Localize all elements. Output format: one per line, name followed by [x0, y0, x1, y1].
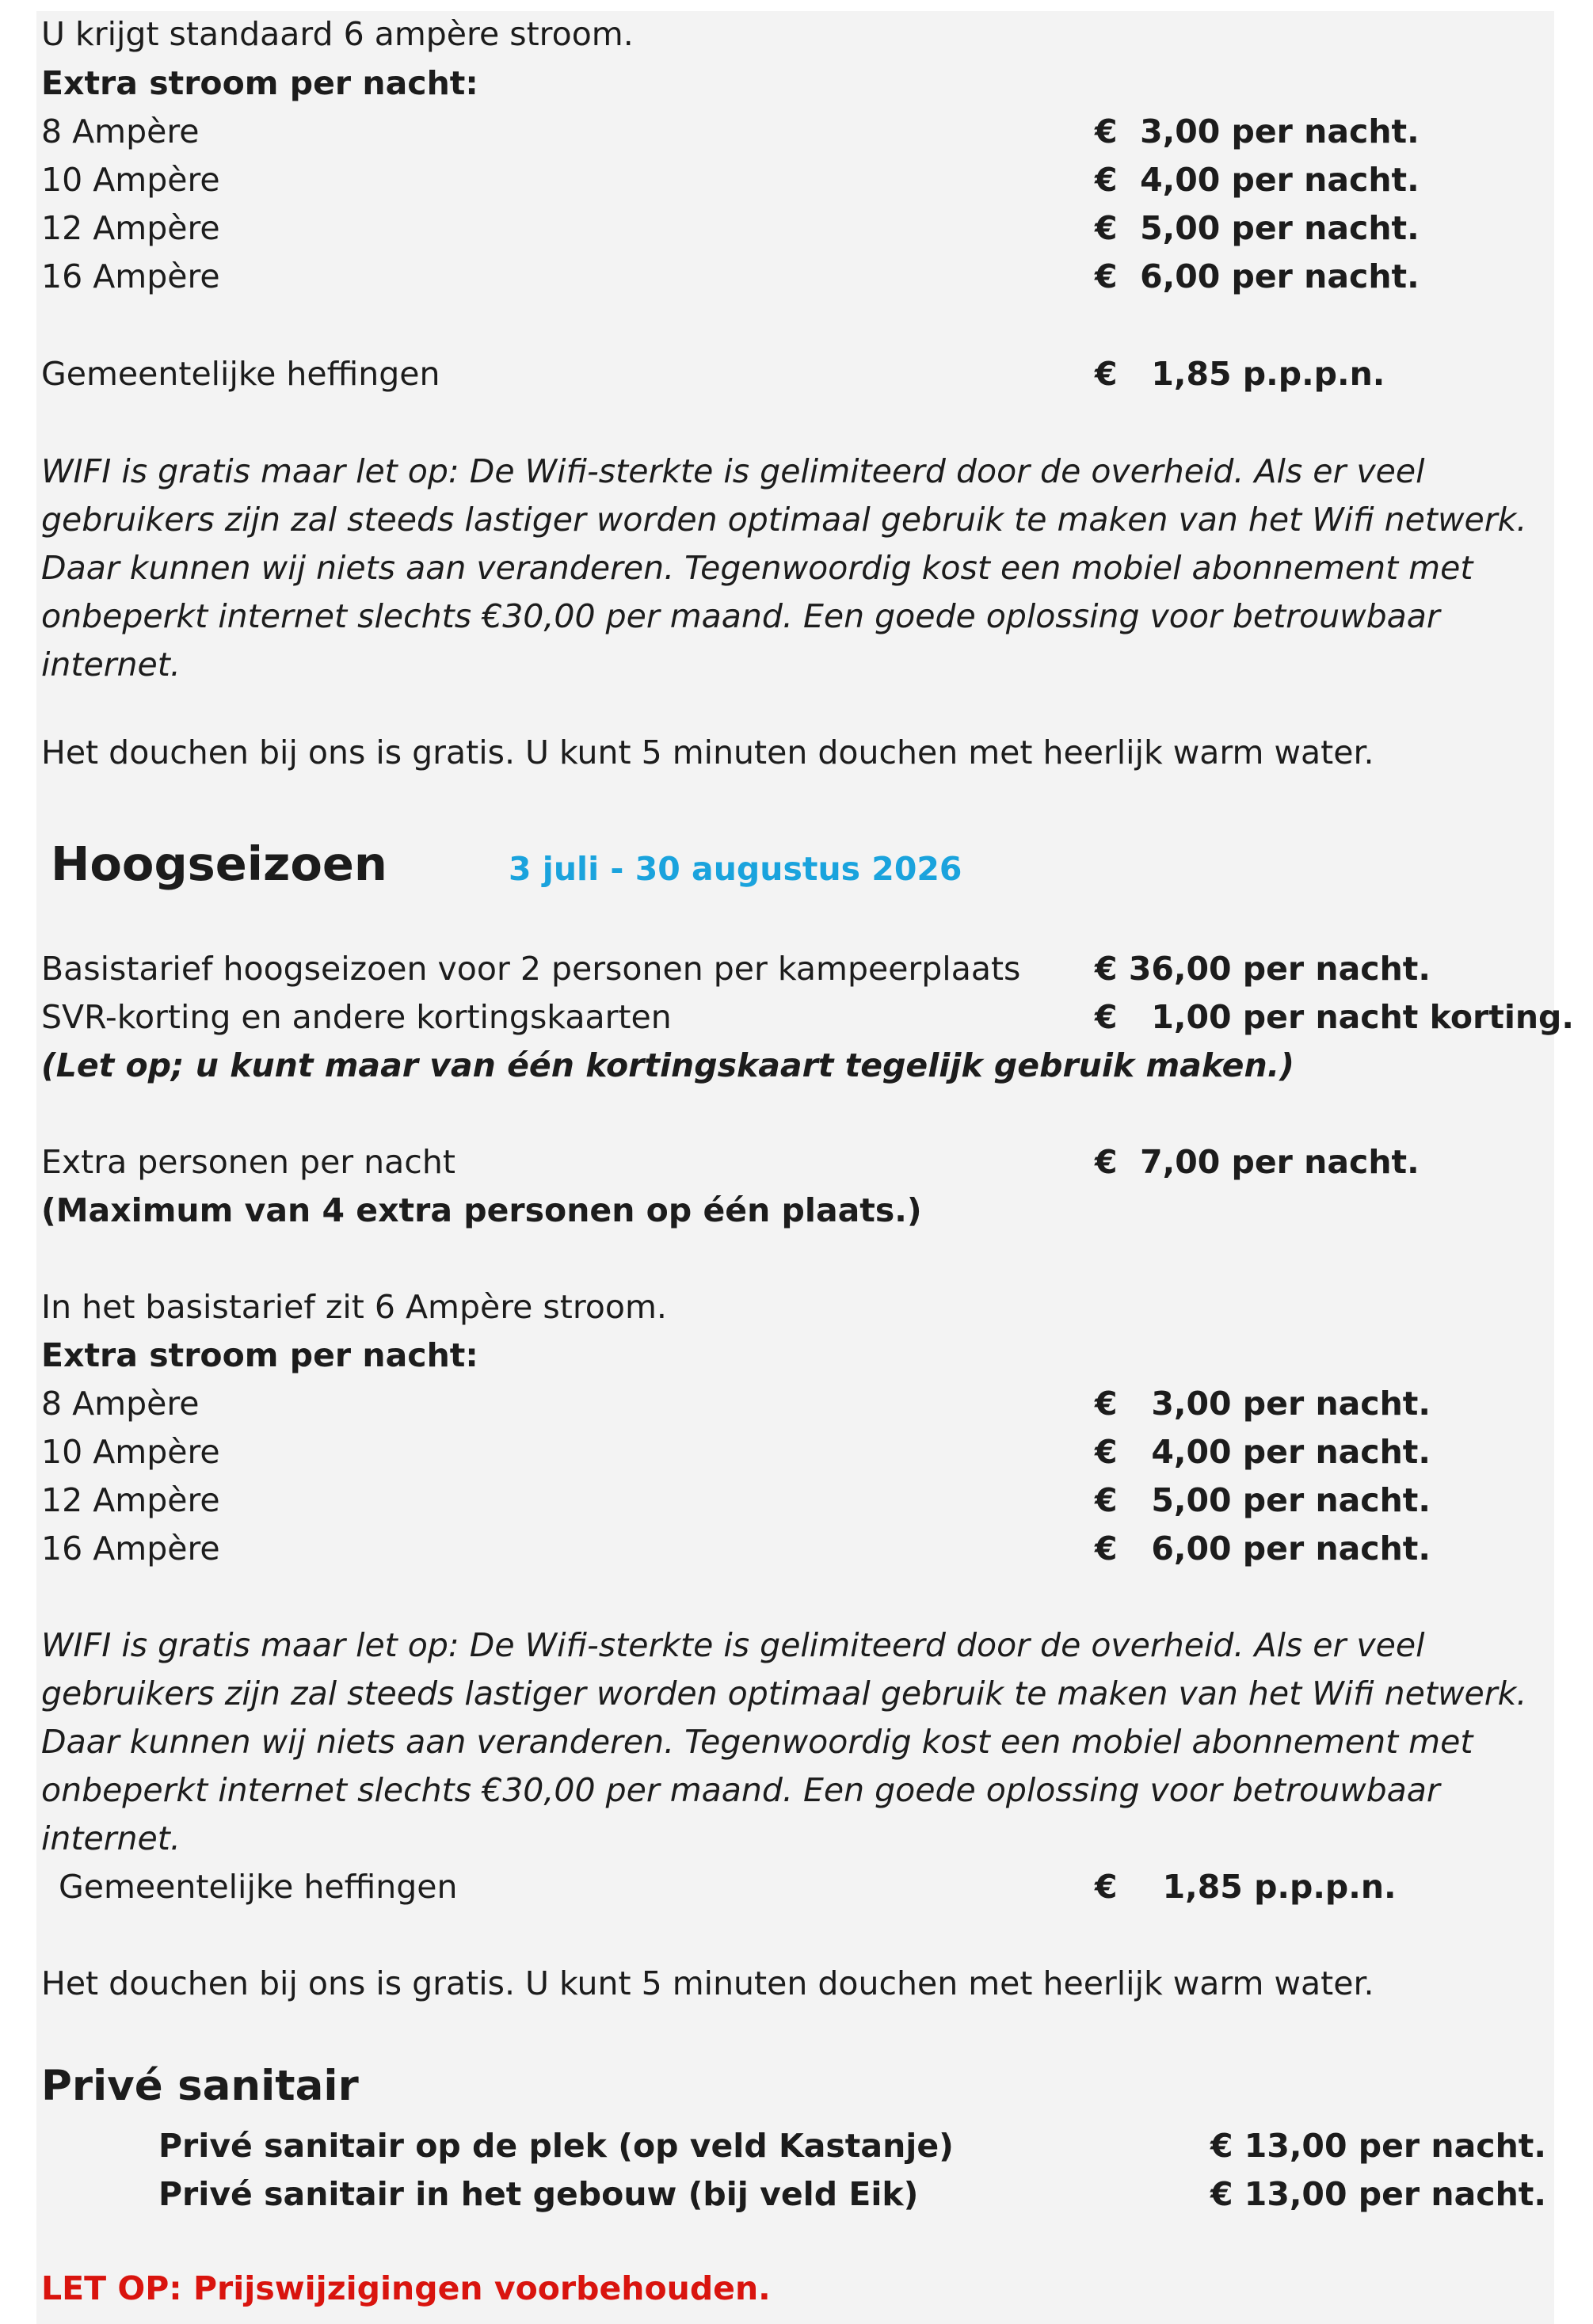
- power-label: 10 Ampère: [41, 161, 220, 199]
- euro-sign: €: [1095, 257, 1118, 295]
- discount-price: [1095, 997, 1574, 1037]
- wifi-text-line: gebruikers zijn zal steeds lastiger worden optimaal gebruik te maken van het Wifi netwerk.: [41, 501, 1527, 539]
- wifi-text-line: internet.: [41, 1819, 181, 1857]
- wifi-text-line: onbeperkt internet slechts €30,00 per maand. Een goede oplossing voor betrouwbaar: [41, 597, 1440, 635]
- euro-sign: €: [1095, 161, 1118, 199]
- euro-sign: €: [1095, 209, 1118, 247]
- power-label: 10 Ampère: [41, 1433, 220, 1471]
- discount-label: SVR-korting en andere kortingskaarten: [41, 998, 672, 1036]
- power-price: [1095, 160, 1420, 200]
- levy-price: [1095, 1867, 1397, 1907]
- euro-sign: €: [1095, 1433, 1118, 1471]
- price-change-notice: LET OP: Prijswijzigingen voorbehouden.: [41, 2269, 771, 2307]
- power-price: [1095, 1384, 1431, 1423]
- extra-power-heading: Extra stroom per nacht:: [41, 1336, 478, 1374]
- power-label: 12 Ampère: [41, 1481, 220, 1519]
- private-sanitary-label: Privé sanitair in het gebouw (bij veld Eik): [158, 2175, 919, 2213]
- levy-price: [1095, 354, 1385, 394]
- power-price: [1095, 112, 1420, 151]
- euro-sign: €: [1095, 1530, 1118, 1568]
- private-sanitary-price: € 13,00 per nacht.: [1210, 2175, 1546, 2213]
- euro-sign: €: [1095, 355, 1118, 393]
- power-price: [1095, 257, 1420, 296]
- private-sanitary-price: € 13,00 per nacht.: [1210, 2127, 1546, 2165]
- euro-sign: €: [1095, 1143, 1118, 1181]
- extra-persons-note: (Maximum van 4 extra personen op één plaats.): [41, 1191, 922, 1229]
- price-value: 5,00 per nacht.: [1140, 209, 1420, 247]
- wifi-text-line: onbeperkt internet slechts €30,00 per maand. Een goede oplossing voor betrouwbaar: [41, 1771, 1440, 1809]
- price-value: 1,85 p.p.p.n.: [1151, 355, 1385, 393]
- euro-sign: €: [1095, 950, 1118, 988]
- extra-persons-price: [1095, 1142, 1420, 1182]
- levy-label: Gemeentelijke heffingen: [59, 1868, 458, 1906]
- price-value: 6,00 per nacht.: [1151, 1530, 1431, 1568]
- price-value: 36,00 per nacht.: [1128, 950, 1431, 988]
- base-rate-label: Basistarief hoogseizoen voor 2 personen per kampeerplaats: [41, 950, 1021, 988]
- private-sanitary-label: Privé sanitair op de plek (op veld Kastanje): [158, 2127, 954, 2165]
- shower-text: Het douchen bij ons is gratis. U kunt 5 minuten douchen met heerlijk warm water.: [41, 733, 1374, 771]
- wifi-text-line: WIFI is gratis maar let op: De Wifi-sterkte is gelimiteerd door de overheid. Als er veel: [41, 1626, 1425, 1664]
- price-value: 3,00 per nacht.: [1140, 112, 1420, 150]
- price-value: 1,00 per nacht korting.: [1151, 998, 1574, 1036]
- extra-persons-label: Extra personen per nacht: [41, 1143, 455, 1181]
- wifi-text-line: Daar kunnen wij niets aan veranderen. Tegenwoordig kost een mobiel abonnement met: [41, 549, 1473, 587]
- price-value: 1,85 p.p.p.n.: [1162, 1868, 1397, 1906]
- euro-sign: €: [1095, 998, 1118, 1036]
- power-label: 8 Ampère: [41, 1385, 200, 1423]
- power-label: 16 Ampère: [41, 257, 220, 295]
- price-value: 7,00 per nacht.: [1140, 1143, 1420, 1181]
- base-rate-price: [1095, 949, 1431, 989]
- wifi-text-line: WIFI is gratis maar let op: De Wifi-sterkte is gelimiteerd door de overheid. Als er veel: [41, 452, 1425, 490]
- power-label: 12 Ampère: [41, 209, 220, 247]
- price-value: 3,00 per nacht.: [1151, 1385, 1431, 1423]
- euro-sign: €: [1095, 1868, 1118, 1906]
- included-power-text: In het basistarief zit 6 Ampère stroom.: [41, 1288, 667, 1326]
- wifi-text-line: Daar kunnen wij niets aan veranderen. Tegenwoordig kost een mobiel abonnement met: [41, 1723, 1473, 1761]
- price-value: 5,00 per nacht.: [1151, 1481, 1431, 1519]
- wifi-text-line: gebruikers zijn zal steeds lastiger worden optimaal gebruik te maken van het Wifi netwerk.: [41, 1674, 1527, 1713]
- price-value: 6,00 per nacht.: [1140, 257, 1420, 295]
- euro-sign: €: [1095, 112, 1118, 150]
- power-price: [1095, 208, 1420, 248]
- extra-power-heading: Extra stroom per nacht:: [41, 64, 478, 102]
- discount-note: (Let op; u kunt maar van één kortingskaart tegelijk gebruik maken.): [41, 1046, 1294, 1084]
- euro-sign: €: [1095, 1385, 1118, 1423]
- power-label: 8 Ampère: [41, 112, 200, 150]
- high-season-dates: 3 juli - 30 augustus 2026: [509, 850, 962, 888]
- price-value: 4,00 per nacht.: [1140, 161, 1420, 199]
- price-value: 4,00 per nacht.: [1151, 1433, 1431, 1471]
- standard-power-text: U krijgt standaard 6 ampère stroom.: [41, 15, 634, 53]
- power-label: 16 Ampère: [41, 1530, 220, 1568]
- levy-label: Gemeentelijke heffingen: [41, 355, 440, 393]
- wifi-text-line: internet.: [41, 646, 181, 684]
- power-price: [1095, 1529, 1431, 1568]
- high-season-title: Hoogseizoen: [51, 836, 387, 891]
- private-sanitary-title: Privé sanitair: [41, 2062, 359, 2110]
- shower-text: Het douchen bij ons is gratis. U kunt 5 minuten douchen met heerlijk warm water.: [41, 1964, 1374, 2002]
- power-price: [1095, 1432, 1431, 1472]
- power-price: [1095, 1480, 1431, 1520]
- euro-sign: €: [1095, 1481, 1118, 1519]
